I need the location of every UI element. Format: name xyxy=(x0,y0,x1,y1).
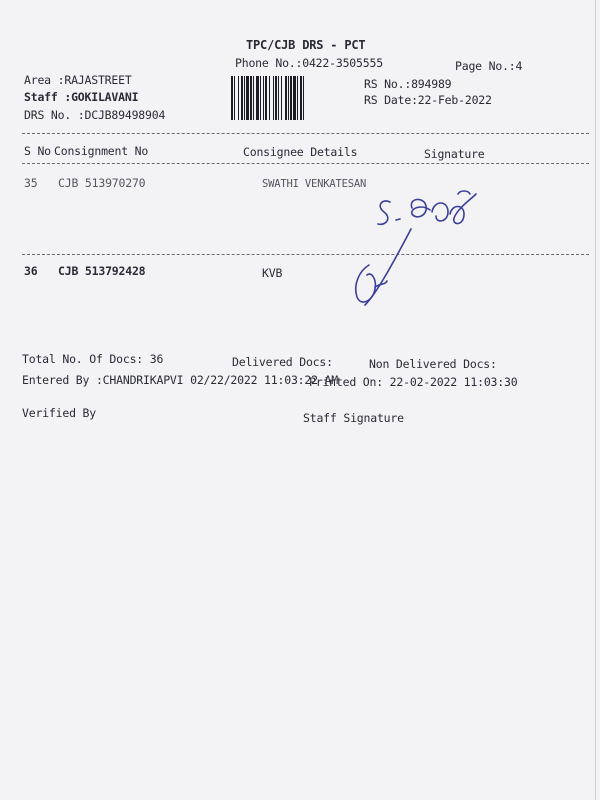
rs-number: RS No.:894989 xyxy=(364,77,452,91)
row-consignment: CJB 513970270 xyxy=(58,176,146,190)
entered-by: Entered By :CHANDRIKAPVI 02/22/2022 11:03:22 AM xyxy=(22,373,339,387)
row-sno: 35 xyxy=(24,176,38,190)
rs-date: RS Date:22-Feb-2022 xyxy=(364,93,492,107)
phone-number: Phone No.:0422-3505555 xyxy=(235,56,383,70)
barcode-gap xyxy=(304,76,307,120)
delivered-docs: Delivered Docs: xyxy=(232,355,333,369)
scan-edge xyxy=(595,0,596,800)
handwritten-signature-2 xyxy=(345,225,415,310)
area-label: Area :RAJASTREET xyxy=(24,73,132,87)
drs-number: DRS No. :DCJB89498904 xyxy=(24,108,166,122)
divider xyxy=(22,133,589,134)
printed-on: Printed On: 22-02-2022 11:03:30 xyxy=(309,375,518,389)
total-docs: Total No. Of Docs: 36 xyxy=(22,352,164,366)
staff-signature: Staff Signature xyxy=(303,411,404,425)
row-consignee: SWATHI VENKATESAN xyxy=(262,178,367,190)
divider xyxy=(22,163,589,164)
column-header-consignment: Consignment No xyxy=(54,144,149,158)
page-number: Page No.:4 xyxy=(455,59,523,73)
document-title: TPC/CJB DRS - PCT xyxy=(246,38,366,52)
column-header-consignee: Consignee Details xyxy=(243,145,358,159)
divider xyxy=(22,254,589,255)
column-header-signature: Signature xyxy=(424,147,485,161)
row-consignment: CJB 513792428 xyxy=(58,264,146,278)
row-sno: 36 xyxy=(24,264,38,278)
barcode xyxy=(231,76,356,120)
non-delivered-docs: Non Delivered Docs: xyxy=(369,357,497,371)
column-header-sno: S No xyxy=(24,144,51,158)
staff-label: Staff :GOKILAVANI xyxy=(24,90,139,104)
row-consignee: KVB xyxy=(262,266,283,280)
verified-by: Verified By xyxy=(22,406,96,420)
